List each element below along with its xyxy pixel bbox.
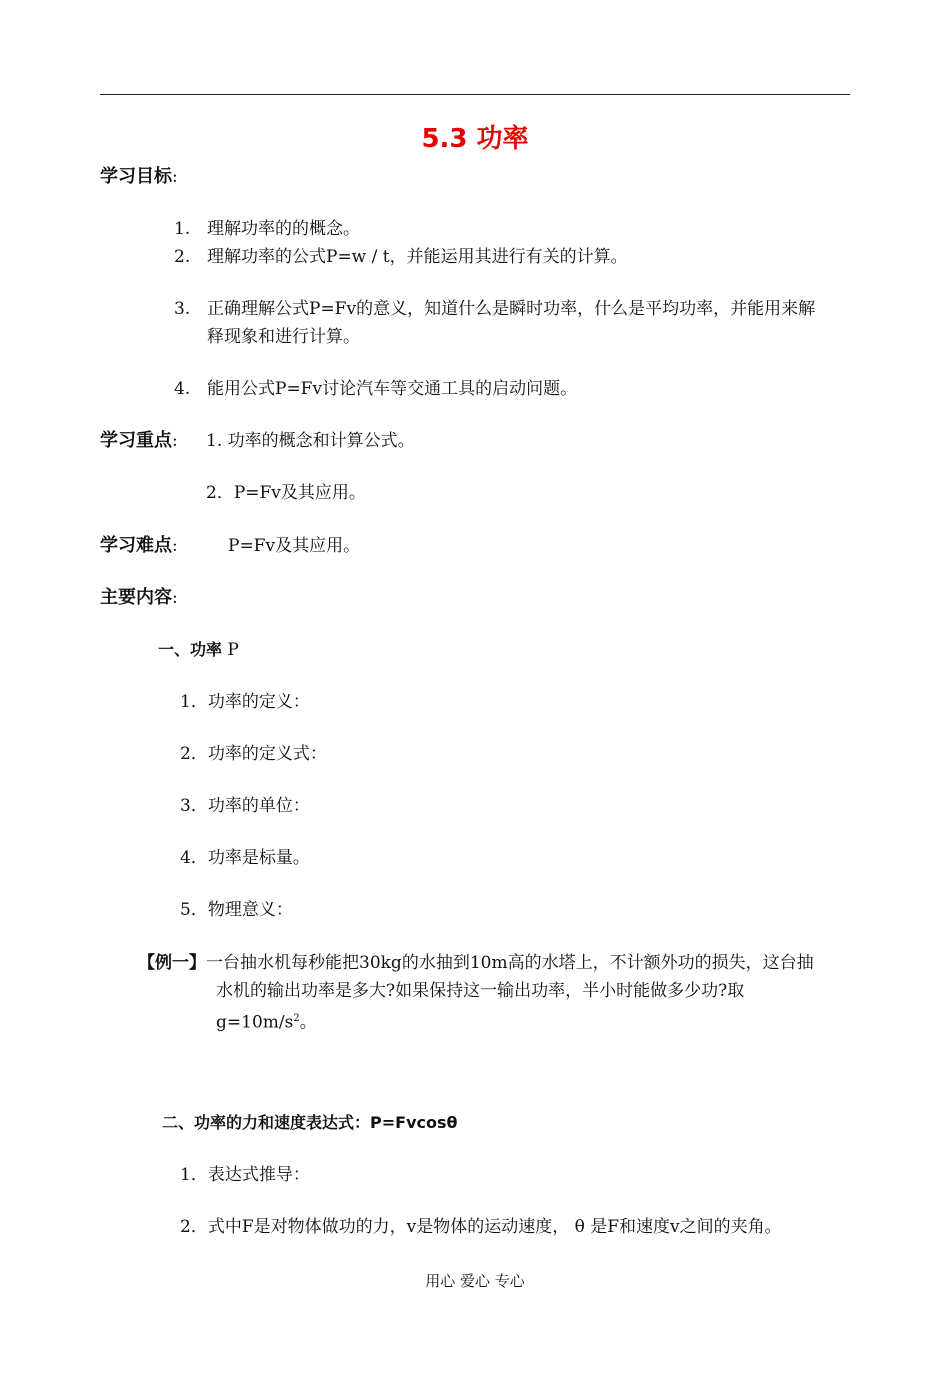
objective-text-1: 理解功率的的概念。: [207, 219, 360, 239]
list-number: 2.: [174, 247, 191, 267]
objective-text-4: 能用公式P=Fv讨论汽车等交通工具的启动问题。: [207, 379, 578, 399]
example1-line2: 水机的输出功率是多大?如果保持这一输出功率，半小时能做多少功?取: [216, 981, 745, 1001]
example1-line1: [138, 951, 814, 975]
main-content-row: [100, 586, 178, 610]
main-content-colon: :: [172, 588, 178, 608]
example1-end: 。: [299, 1012, 317, 1033]
section1-item-5: 5．物理意义：: [180, 900, 293, 920]
section2-heading: 二、功率的力和速度表达式：P=Fvcosθ: [162, 1113, 458, 1132]
difficulties-text: P=Fv及其应用。: [228, 536, 361, 556]
section1-heading-tail: P: [227, 640, 239, 660]
objectives-colon: :: [172, 167, 178, 187]
objective-text-2: 理解功率的公式P=w / t，并能运用其进行有关的计算。: [207, 247, 628, 267]
key-point-2: 2．P=Fv及其应用。: [206, 483, 366, 503]
key-points-heading: 学习重点: [100, 430, 172, 451]
example1-label: 【例一】: [138, 953, 206, 973]
objective-item-2: [174, 245, 190, 269]
main-content-heading: 主要内容: [100, 587, 172, 608]
page-footer: 用心 爱心 专心: [425, 1272, 525, 1290]
objective-item-4: [174, 377, 190, 401]
list-number: 1.: [174, 219, 191, 239]
section1-heading-bold: 一、功率: [158, 640, 223, 659]
list-number: 3.: [174, 299, 191, 319]
objective-text-3: 正确理解公式P=Fv的意义，知道什么是瞬时功率，什么是平均功率，并能用来解: [207, 299, 816, 319]
difficulties-colon: :: [172, 536, 178, 556]
section1-item-2: 2．功率的定义式：: [180, 744, 327, 764]
objectives-heading: 学习目标: [100, 166, 172, 187]
section1-item-1: 1．功率的定义：: [180, 692, 310, 712]
list-number: 4.: [174, 379, 191, 399]
page-title: 5.3 功率: [421, 124, 529, 154]
section1-item-3: 3．功率的单位：: [180, 796, 310, 816]
key-point-1: 1. 功率的概念和计算公式。: [206, 431, 415, 451]
section2-item-2: 2．式中F是对物体做功的力，v是物体的运动速度， θ 是F和速度v之间的夹角。: [180, 1217, 782, 1237]
key-points-colon: :: [172, 431, 178, 451]
objectives-heading-row: [100, 165, 178, 189]
example1-text-1: 一台抽水机每秒能把30kg的水抽到10m高的水塔上，不计额外功的损失，这台抽: [206, 953, 814, 973]
key-points-row: [100, 429, 178, 453]
section1-item-4: 4．功率是标量。: [180, 848, 310, 868]
example1-line3: [216, 1007, 317, 1035]
section1-heading: [158, 638, 239, 662]
difficulties-row: [100, 534, 178, 558]
objective-item-1: [174, 217, 190, 241]
objective-item-3: [174, 297, 190, 321]
difficulties-heading: 学习难点: [100, 535, 172, 556]
objective-text-3-cont: 释现象和进行计算。: [207, 327, 360, 347]
example1-g-value: g=10m/s: [216, 1012, 294, 1033]
example1-superscript: 2: [293, 1013, 300, 1024]
header-rule: [100, 94, 850, 95]
section2-item-1: 1．表达式推导：: [180, 1165, 310, 1185]
